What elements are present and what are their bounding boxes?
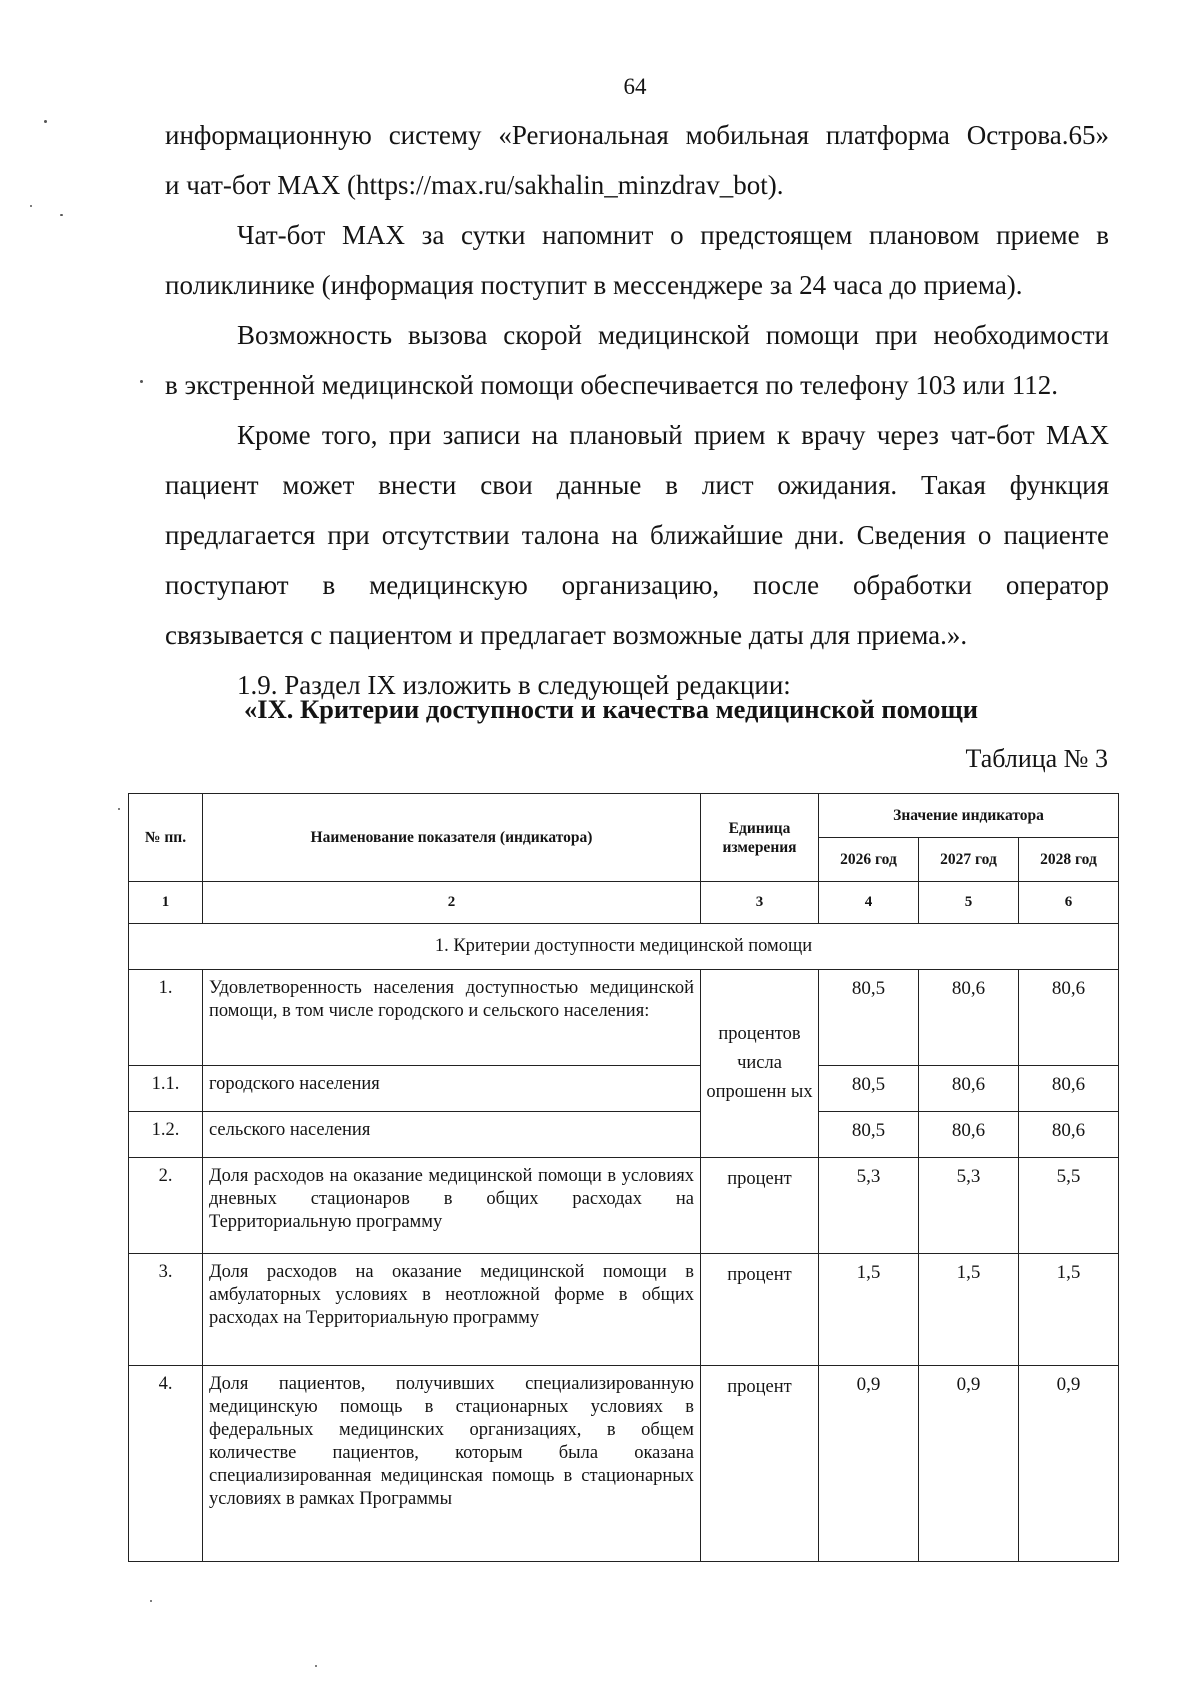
value-cell: 0,9	[919, 1366, 1019, 1562]
row-number: 3.	[129, 1254, 203, 1366]
paragraph-line: поликлинике (информация поступит в мессенджере за 24 часа до приема).	[165, 270, 1023, 300]
value-cell: 80,6	[919, 970, 1019, 1066]
scan-speck	[30, 205, 32, 207]
header-number: № пп.	[129, 794, 203, 882]
paragraph-line: и чат-бот MAX (https://max.ru/sakhalin_minzdrav_bot).	[165, 170, 784, 200]
scan-speck	[118, 808, 120, 810]
value-cell: 80,6	[1019, 970, 1119, 1066]
scan-speck	[140, 380, 143, 383]
table-row	[129, 1112, 1119, 1158]
paragraph-line: 1.9. Раздел IX изложить в следующей редакции:	[237, 670, 791, 700]
indicator-unit: процент	[701, 1254, 819, 1366]
page-number: 64	[623, 74, 647, 99]
indicator-name: сельского населения	[203, 1112, 701, 1158]
header-unit: Единица измерения	[701, 794, 819, 882]
table-row	[129, 1158, 1119, 1254]
value-cell: 1,5	[819, 1254, 919, 1366]
table-row	[129, 970, 1119, 1066]
table-row	[129, 1254, 1119, 1366]
row-number: 2.	[129, 1158, 203, 1254]
row-number: 1.	[129, 970, 203, 1066]
table-row	[129, 1066, 1119, 1112]
header-year: 2026 год	[819, 838, 919, 882]
scan-speck	[150, 1600, 152, 1602]
header-indicator-name: Наименование показателя (индикатора)	[203, 794, 701, 882]
value-cell: 1,5	[1019, 1254, 1119, 1366]
column-index: 6	[1019, 882, 1119, 924]
paragraph-line: Возможность вызова скорой медицинской помощи при необходимости	[237, 320, 1109, 350]
paragraph-line: Чат-бот MAX за сутки напомнит о предстоящем плановом приеме в	[237, 220, 1109, 250]
scan-speck	[60, 214, 63, 216]
value-cell: 80,6	[1019, 1066, 1119, 1112]
scan-speck	[44, 120, 47, 123]
indicator-unit: процент	[701, 1366, 819, 1562]
paragraph-line: в экстренной медицинской помощи обеспечивается по телефону 103 или 112.	[165, 370, 1058, 400]
indicator-unit: процент	[701, 1158, 819, 1254]
indicator-name: Доля расходов на оказание медицинской помощи в амбулаторных условиях в неотложной форме в общих расходах на Территориальную программу	[203, 1254, 701, 1366]
value-cell: 80,6	[919, 1066, 1019, 1112]
paragraph-line: предлагается при отсутствии талона на ближайшие дни. Сведения о пациенте	[165, 520, 1109, 550]
row-number: 1.2.	[129, 1112, 203, 1158]
indicator-unit: процентов числа опрошенн ых	[701, 970, 819, 1158]
value-cell: 1,5	[919, 1254, 1019, 1366]
header-year: 2027 год	[919, 838, 1019, 882]
column-index: 4	[819, 882, 919, 924]
row-number: 4.	[129, 1366, 203, 1562]
value-cell: 5,5	[1019, 1158, 1119, 1254]
criteria-table	[128, 793, 1119, 1562]
table-label: Таблица № 3	[965, 744, 1108, 773]
indicator-name: Доля расходов на оказание медицинской помощи в условиях дневных стационаров в общих расходах на Территориальную программу	[203, 1158, 701, 1254]
indicator-name: Доля пациентов, получивших специализированную медицинскую помощь в стационарных условиях в федеральных медицинских организациях, в общем количестве пациентов, которым была оказана специализированная медицинская помощь в стационарных условиях в рамках Программы	[203, 1366, 701, 1562]
paragraph-line: пациент может внести свои данные в лист ожидания. Такая функция	[165, 470, 1109, 500]
body-text	[165, 110, 1109, 710]
column-index: 3	[701, 882, 819, 924]
section-heading: «IX. Критерии доступности и качества медицинской помощи	[244, 694, 978, 724]
paragraph-line: поступают в медицинскую организацию, после обработки оператор	[165, 570, 1109, 600]
value-cell: 0,9	[1019, 1366, 1119, 1562]
value-cell: 5,3	[919, 1158, 1019, 1254]
indicator-name: городского населения	[203, 1066, 701, 1112]
column-index: 2	[203, 882, 701, 924]
paragraph-line: информационную систему «Региональная мобильная платформа Острова.65»	[165, 120, 1109, 150]
value-cell: 0,9	[819, 1366, 919, 1562]
header-year: 2028 год	[1019, 838, 1119, 882]
header-indicator-value: Значение индикатора	[819, 794, 1119, 838]
table-section-title: 1. Критерии доступности медицинской помощи	[129, 924, 1119, 970]
scan-speck	[315, 1665, 317, 1667]
paragraph-line: Кроме того, при записи на плановый прием к врачу через чат-бот MAX	[237, 420, 1109, 450]
value-cell: 5,3	[819, 1158, 919, 1254]
column-index: 5	[919, 882, 1019, 924]
value-cell: 80,6	[919, 1112, 1019, 1158]
value-cell: 80,5	[819, 970, 919, 1066]
row-number: 1.1.	[129, 1066, 203, 1112]
paragraph-line: связывается с пациентом и предлагает возможные даты для приема.».	[165, 620, 968, 650]
value-cell: 80,5	[819, 1066, 919, 1112]
table-row	[129, 1366, 1119, 1562]
column-index: 1	[129, 882, 203, 924]
value-cell: 80,6	[1019, 1112, 1119, 1158]
indicator-name: Удовлетворенность населения доступностью медицинской помощи, в том числе городского и сельского населения:	[203, 970, 701, 1066]
value-cell: 80,5	[819, 1112, 919, 1158]
